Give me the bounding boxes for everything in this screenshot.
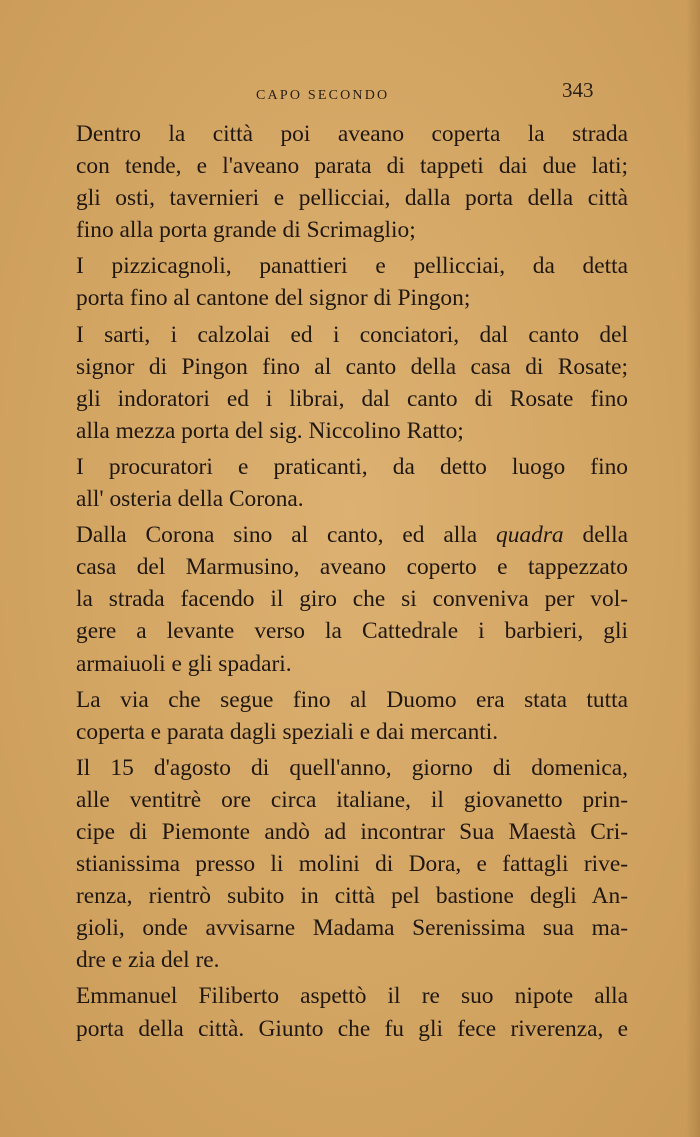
- text-line: alle ventitrè ore circa italiane, il giovanetto prin-: [76, 786, 628, 813]
- text-line: renza, rientrò subito in città pel bastione degli An-: [76, 883, 628, 910]
- text-line: cipe di Piemonte andò ad incontrar Sua Maestà Cri-: [76, 818, 628, 845]
- text-line: Dalla Corona sino al canto, ed alla quadra della: [76, 522, 628, 549]
- text-line: all' osteria della Corona.: [76, 486, 304, 513]
- page-number: 343: [562, 78, 594, 102]
- text-line: I pizzicagnoli, panattieri e pellicciai, da detta: [76, 253, 628, 280]
- text-line: porta fino al cantone del signor di Pingon;: [76, 285, 471, 312]
- text-line: la strada facendo il giro che si conveniva per vol-: [76, 586, 628, 613]
- page-edge-shadow: [686, 0, 700, 1137]
- text-line: porta della città. Giunto che fu gli fece riverenza, e: [76, 1015, 628, 1042]
- text-line: casa del Marmusino, aveano coperto e tappezzato: [76, 554, 628, 581]
- paragraph: [52, 752, 628, 977]
- paragraph: [52, 684, 628, 748]
- text-line: gere a levante verso la Cattedrale i barbieri, gli: [76, 618, 628, 645]
- running-title: CAPO SECONDO: [256, 88, 390, 103]
- text-line: La via che segue fino al Duomo era stata tutta: [76, 686, 628, 713]
- text-line: Il 15 d'agosto di quell'anno, giorno di domenica,: [76, 754, 628, 781]
- text-line: I sarti, i calzolai ed i conciatori, dal canto del: [76, 321, 628, 348]
- text-line: Dentro la città poi aveano coperta la strada: [76, 121, 628, 147]
- page-header: [0, 78, 700, 108]
- paragraph: [52, 250, 628, 314]
- body-text: [52, 118, 628, 1049]
- text-line: Emmanuel Filiberto aspettò il re suo nipote alla: [76, 983, 628, 1010]
- text-line: armaiuoli e gli spadari.: [76, 650, 292, 677]
- paragraph: [52, 451, 628, 515]
- text-line: coperta e parata dagli speziali e dai mercanti.: [76, 718, 499, 745]
- text-line: stianissima presso li molini di Dora, e fattagli rive-: [76, 851, 628, 878]
- text-line: gioli, onde avvisarne Madama Serenissima sua ma-: [76, 915, 628, 942]
- paragraph: [52, 319, 628, 447]
- text-line: dre e zia del re.: [76, 947, 220, 974]
- text-line: I procuratori e praticanti, da detto luogo fino: [76, 453, 628, 480]
- paragraph: [52, 519, 628, 679]
- text-line: alla mezza porta del sig. Niccolino Ratto;: [76, 417, 464, 444]
- text-line: gli osti, tavernieri e pellicciai, dalla porta della città: [76, 185, 628, 212]
- text-line: gli indoratori ed i librai, dal canto di Rosate fino: [76, 385, 628, 412]
- paragraph: [52, 118, 628, 246]
- text-line: signor di Pingon fino al canto della casa di Rosate;: [76, 353, 628, 380]
- paragraph: [52, 980, 628, 1044]
- italic-word: quadra: [496, 522, 564, 549]
- text-line: fino alla porta grande di Scrimaglio;: [76, 217, 416, 244]
- text-line: con tende, e l'aveano parata di tappeti dai due lati;: [76, 153, 628, 180]
